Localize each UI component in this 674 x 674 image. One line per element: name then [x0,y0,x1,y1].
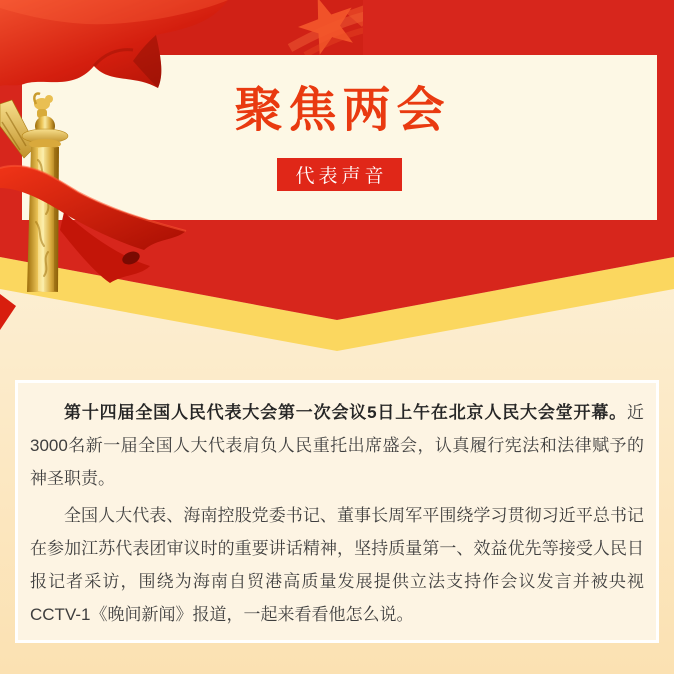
article-paragraph-1-rest: 近3000名新一届全国人大代表肩负人民重托出席盛会，认真履行宪法和法律赋予的神圣职责。 [30,403,644,488]
hero-card [22,55,657,220]
article-card [15,380,659,643]
page-title: 聚焦两会 [234,84,451,137]
article-paragraph-1 [30,396,644,495]
star-icon [0,0,380,55]
section-badge: 代表声音 [277,158,401,191]
article-lead-sentence: 第十四届全国人民代表大会第一次会议5日上午在北京人民大会堂开幕。 [64,403,627,422]
article-paragraph-2: 全国人大代表、海南控股党委书记、董事长周军平围绕学习贯彻习近平总书记在参加江苏代表团审议时的重要讲话精神，坚持质量第一、效益优先等接受人民日报记者采访，围绕为海南自贸港高质量发展提供立法支持作会议发言并被央视CCTV-1《晚间新闻》报道，一起来看看他怎么说。 [30,506,644,624]
